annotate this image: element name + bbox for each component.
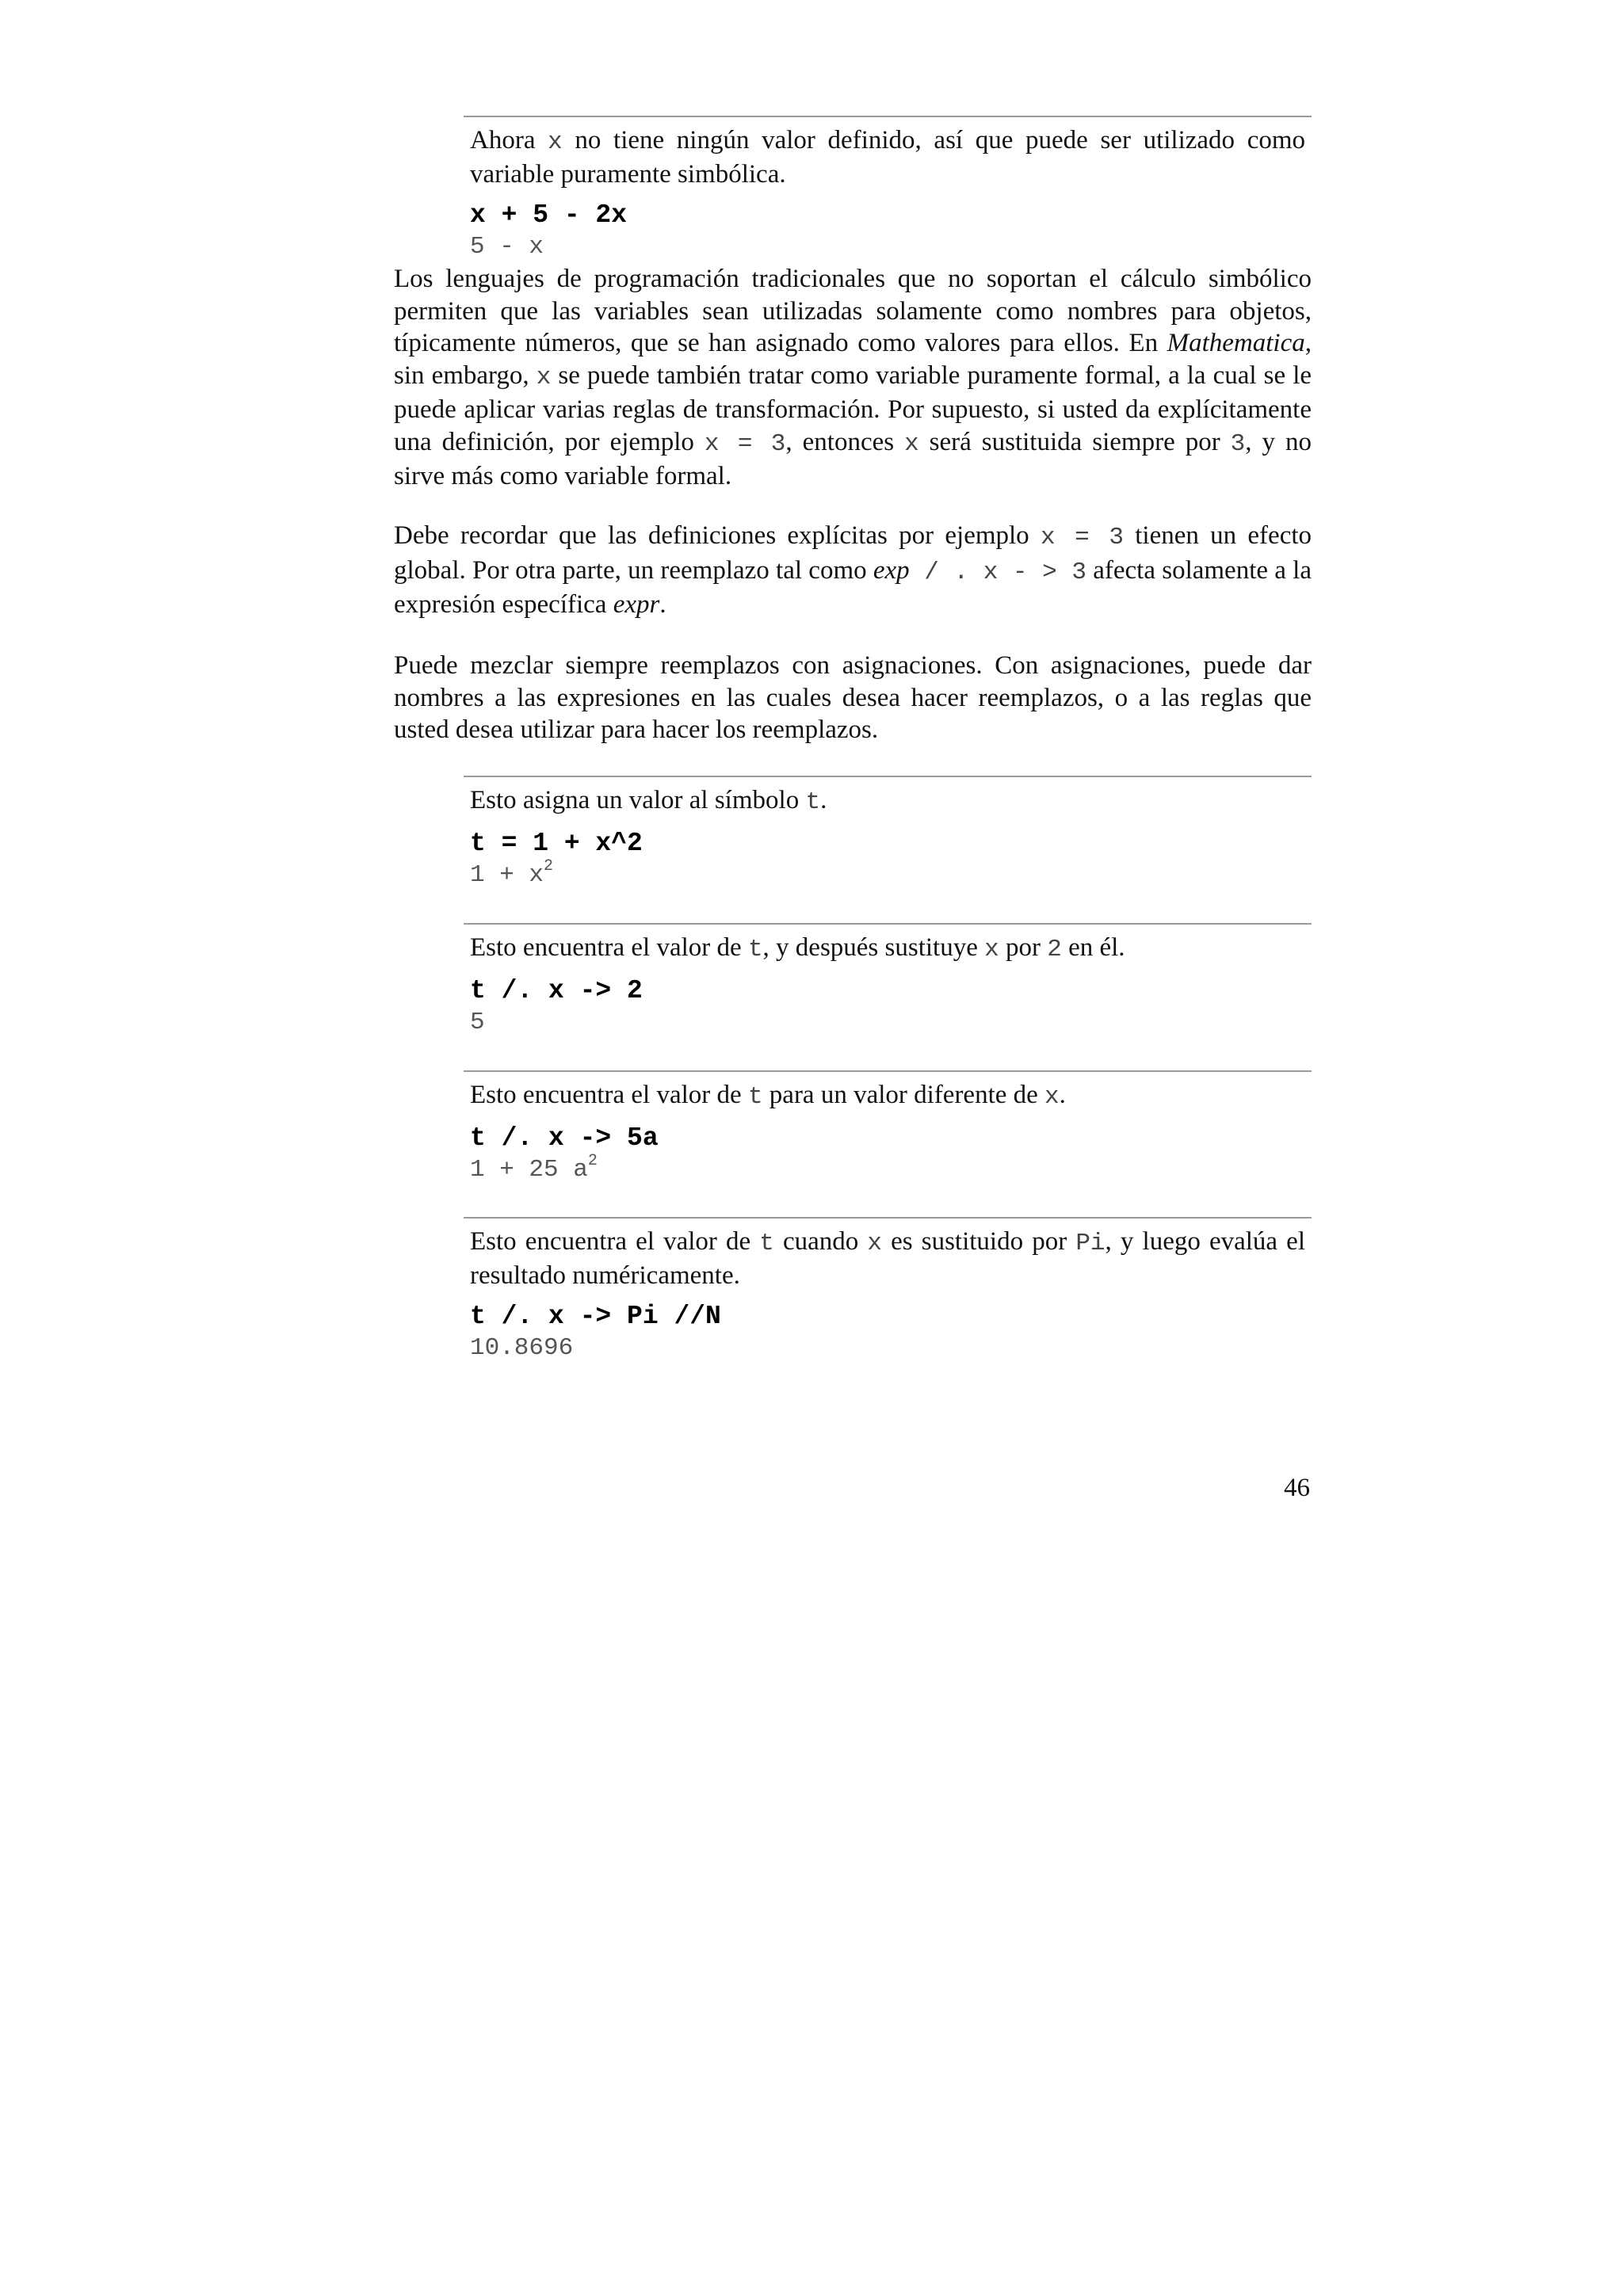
desc-text: cuando	[773, 1227, 868, 1256]
emphasis: expr	[613, 590, 660, 619]
input-code: t /. x -> 2	[470, 976, 643, 1005]
inline-code: t	[747, 936, 763, 963]
page-number: 46	[1284, 1474, 1310, 1502]
notebook-cell-5	[464, 1217, 1312, 1364]
cell-description	[470, 784, 1305, 818]
inline-code: t	[805, 788, 821, 816]
inline-code: 3	[1230, 429, 1246, 458]
notebook-cell-1	[464, 116, 1312, 263]
desc-text: , y después sustituye	[762, 933, 985, 962]
inline-code: x	[867, 1230, 883, 1257]
cell-divider	[464, 116, 1312, 117]
inline-code: x	[904, 429, 919, 458]
inline-code: Pi	[1075, 1230, 1106, 1257]
output-base: 1 + x	[470, 861, 544, 889]
text-run: , sin embargo,	[394, 329, 1312, 390]
output-code	[470, 857, 1305, 891]
desc-text: .	[820, 786, 827, 814]
inline-code: x	[1044, 1083, 1060, 1111]
output-code: 5	[470, 1009, 485, 1036]
inline-code: t	[747, 1083, 763, 1111]
desc-text: Esto encuentra el valor de	[470, 933, 748, 962]
cell-divider	[464, 1070, 1312, 1072]
desc-text: Esto encuentra el valor de	[470, 1081, 748, 1109]
cell-divider	[464, 1217, 1312, 1219]
inline-code: x	[548, 128, 563, 156]
text-run: , entonces	[785, 427, 905, 456]
body-paragraph-2	[394, 520, 1312, 621]
output-superscript: 2	[587, 1152, 598, 1170]
text-run: Debe recordar que las definiciones explícitas por ejemplo	[394, 521, 1041, 550]
text-run: tienen un efecto global. Por otra parte, un reemplazo tal como	[394, 521, 1312, 585]
desc-text: por	[999, 933, 1048, 962]
desc-text: Ahora	[470, 126, 548, 154]
inline-code: 2	[1047, 936, 1062, 963]
desc-text: es sustituido por	[882, 1227, 1076, 1256]
desc-text: Esto encuentra el valor de	[470, 1227, 760, 1256]
output-code: 10.8696	[470, 1334, 574, 1362]
desc-text: en él.	[1061, 933, 1125, 962]
emphasis: Mathematica	[1167, 329, 1305, 357]
cell-description	[470, 1079, 1305, 1113]
text-run: Los lenguajes de programación tradicionales que no soportan el cálculo simbólico permiten que las variables sean utilizadas solamente como nombres para objetos, típicamente números, que se han asignado como valores para ellos. En	[394, 265, 1312, 357]
inline-code: t	[759, 1230, 774, 1257]
cell-description	[470, 124, 1305, 190]
text-run: .	[659, 590, 666, 619]
inline-code: x	[984, 936, 999, 963]
desc-text: para un valor diferente de	[762, 1081, 1045, 1109]
input-code: t /. x -> Pi //N	[470, 1302, 721, 1331]
emphasis: exp	[873, 555, 910, 585]
input-code: x + 5 - 2x	[470, 200, 628, 230]
cell-description	[470, 1226, 1305, 1291]
text-run: afecta solamente a la expresión específica	[394, 555, 1312, 619]
cell-divider	[464, 923, 1312, 925]
body-paragraph-3: Puede mezclar siempre reemplazos con asignaciones. Con asignaciones, puede dar nombres a las expresiones en las cuales desea hacer reemplazos, o a las reglas que usted desea utilizar para hacer los reemplazos.	[394, 651, 1312, 744]
cell-divider	[464, 776, 1312, 777]
notebook-cell-3	[464, 923, 1312, 1039]
desc-text: Esto asigna un valor al símbolo	[470, 786, 806, 814]
text-run: será sustituida siempre por	[918, 427, 1231, 456]
output-superscript: 2	[544, 857, 554, 875]
body-paragraph-1	[394, 263, 1312, 493]
inline-code: / . x - > 3	[909, 558, 1086, 586]
desc-text: no tiene ningún valor definido, así que puede ser utilizado como variable puramente simbólica.	[470, 126, 1306, 189]
input-code: t = 1 + x^2	[470, 829, 643, 858]
output-code: 5 - x	[470, 233, 544, 261]
inline-code: x = 3	[704, 429, 786, 458]
input-code: t /. x -> 5a	[470, 1123, 659, 1153]
inline-code: x	[536, 363, 552, 391]
text-run: , y no sirve más como variable formal.	[394, 427, 1312, 490]
desc-text: , y luego evalúa el resultado numéricamente.	[470, 1227, 1305, 1290]
notebook-cell-4	[464, 1070, 1312, 1186]
notebook-cell-2	[464, 776, 1312, 891]
desc-text: .	[1059, 1081, 1066, 1109]
output-base: 1 + 25 a	[470, 1156, 588, 1184]
inline-code: x = 3	[1040, 524, 1124, 551]
cell-description	[470, 932, 1305, 966]
text-run: se puede también tratar como variable puramente formal, a la cual se le puede aplicar varias reglas de transformación. Por supuesto, si usted da explícitamente una definición, por ejemplo	[394, 360, 1312, 456]
output-code	[470, 1154, 1305, 1186]
